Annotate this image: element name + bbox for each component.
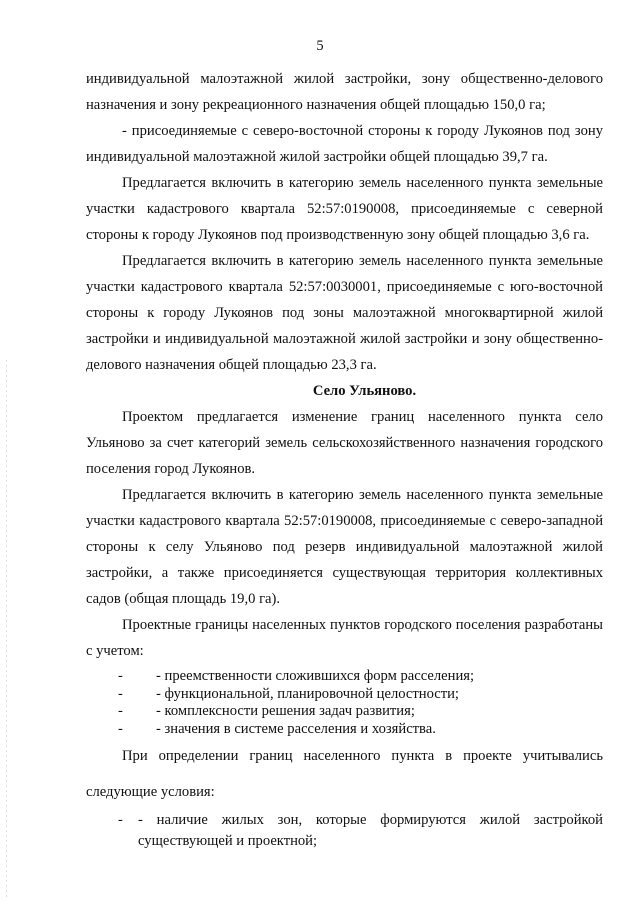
requirements-list xyxy=(86,810,603,852)
scan-edge-artifact xyxy=(6,360,7,900)
conditions-list xyxy=(86,668,603,738)
list-item: - - наличие жилых зон, которые формируются жилой застройкой существующей и проектной; xyxy=(118,812,603,849)
list-item: - - преемственности сложившихся форм расселения; xyxy=(118,668,475,684)
paragraph-8: При определении границ населенного пункта в проекте учитывались следующие условия: xyxy=(86,748,603,800)
paragraph-3: Предлагается включить в категорию земель населенного пункта земельные участки кадастрового квартала 52:57:0190008, присоединяемые с северной стороны к городу Лукоянов под производственную зону общей площадью 3,6 га. xyxy=(86,175,603,243)
paragraph-2: - присоединяемые с северо-восточной стороны к городу Лукоянов под зону индивидуальной малоэтажной жилой застройки общей площадью 39,7 га. xyxy=(86,123,603,165)
paragraph-7: Проектные границы населенных пунктов городского поселения разработаны с учетом: xyxy=(86,617,603,659)
document-body xyxy=(86,66,603,852)
list-item: - - функциональной, планировочной целостности; xyxy=(118,685,459,702)
paragraph-5: Проектом предлагается изменение границ населенного пункта село Ульяново за счет категорий земель сельскохозяйственного назначения городского поселения город Лукоянов. xyxy=(86,409,603,477)
paragraph-1: индивидуальной малоэтажной жилой застройки, зону общественно-делового назначения и зону рекреационного назначения общей площадью 150,0 га; xyxy=(86,71,603,113)
paragraph-6: Предлагается включить в категорию земель населенного пункта земельные участки кадастрового квартала 52:57:0190008, присоединяемые с северо-западной стороны к селу Ульяново под резерв индивидуальной малоэтажной жилой застройки, а также присоединяется существующая территория коллективных садов (общая площадь 19,0 га). xyxy=(86,487,603,607)
list-item: - - значения в системе расселения и хозяйства. xyxy=(118,720,436,737)
section-heading: Село Ульяново. xyxy=(312,383,417,399)
list-item: - - комплексности решения задач развития; xyxy=(118,703,415,719)
paragraph-4: Предлагается включить в категорию земель населенного пункта земельные участки кадастрового квартала 52:57:0030001, присоединяемые с юго-восточной стороны к городу Лукоянов под зоны малоэтажной многоквартирной жилой застройки и индивидуальной малоэтажной жилой застройки и зону общественно-делового назначения общей площадью 23,3 га. xyxy=(86,253,603,373)
page-number: 5 xyxy=(316,38,324,54)
